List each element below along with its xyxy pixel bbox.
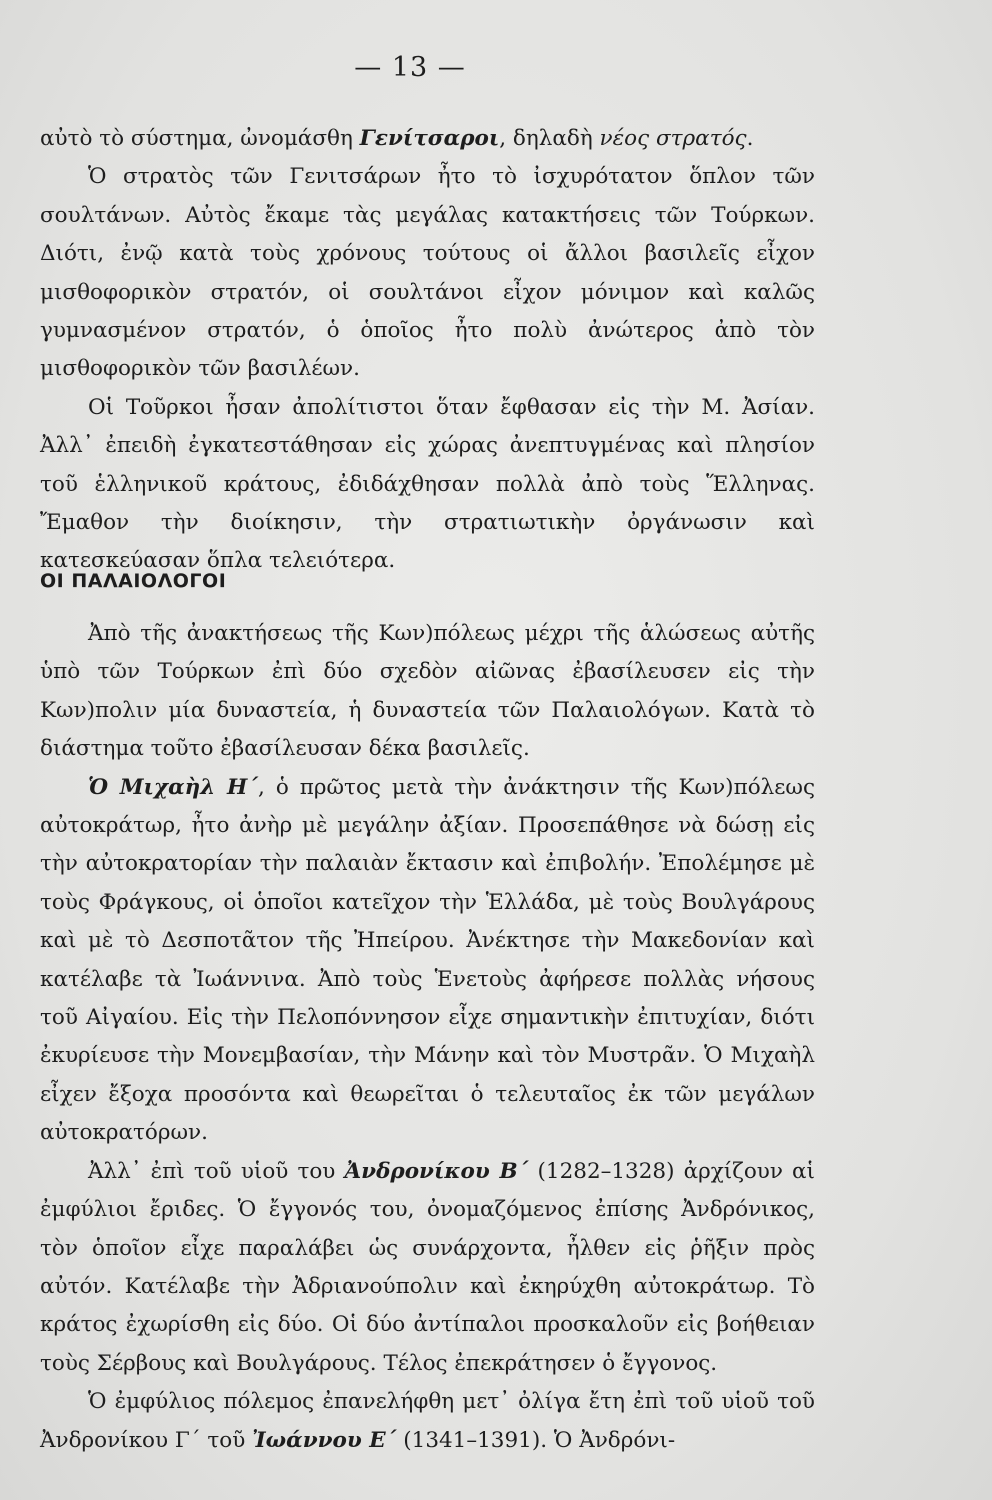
- intro-text: [40, 120, 815, 581]
- paragraph-janissaries-name: [40, 120, 815, 158]
- paragraph-janissary-army: Ὁ στρατὸς τῶν Γενιτσάρων ἦτο τὸ ἰσχυρότατον ὅπλον τῶν σουλτάνων. Αὐτὸς ἔκαμε τὰς μεγάλας κατακτήσεις τῶν Τούρκων. Διότι, ἐνῷ κατὰ τοὺς χρόνους τούτους οἱ ἄλλοι βασιλεῖς εἶχον μισθοφορικὸν στρατόν, οἱ σουλτάνοι εἶχον μόνιμον καὶ καλῶς γυμνασμένον στρατόν, ὁ ὁποῖος ἦτο πολὺ ἀνώτερος ἀπὸ τὸν μισθοφορικὸν τῶν βασιλέων.: [40, 164, 815, 382]
- italic-gloss: νέος στρατός: [599, 126, 747, 151]
- paragraph-john-v: [40, 1383, 815, 1460]
- paragraph-turks-civilization: Οἱ Τοῦρκοι ἦσαν ἀπολίτιστοι ὅταν ἔφθασαν εἰς τὴν Μ. Ἀσίαν. Ἀλλ᾿ ἐπειδὴ ἐγκατεστάθησαν εἰς χώρας ἀνεπτυγμένας καὶ πλησίον τοῦ ἑλληνικοῦ κράτους, ἐδιδάχθησαν πολλὰ ἀπὸ τοὺς Ἕλληνας. Ἔμαθον τὴν διοίκησιν, τὴν στρατιωτικὴν ὀργάνωσιν καὶ κατεσκεύασαν ὅπλα τελειότερα.: [40, 394, 815, 574]
- text-run: , ὁ πρῶτος μετὰ τὴν ἀνάκτησιν τῆς Κων)πόλεως αὐτοκράτωρ, ἦτο ἀνὴρ μὲ μεγάλην ἀξίαν. Προσεπάθησε νὰ δώσῃ εἰς τὴν αὐτοκρατορίαν τὴν παλαιὰν ἔκτασιν καὶ ἐπιβολήν. Ἐπολέμησε μὲ τοὺς Φράγκους, οἱ ὁποῖοι κατεῖχον τὴν Ἑλλάδα, μὲ τοὺς Βουλγάρους καὶ μὲ τὸ Δεσποτᾶτον τῆς Ἠπείρου. Ἀνέκτησε τὴν Μακεδονίαν καὶ κατέλαβε τὰ Ἰωάννινα. Ἀπὸ τοὺς Ἑνετοὺς ἀφήρεσε πολλὰς νήσους τοῦ Αἰγαίου. Εἰς τὴν Πελοπόννησον εἶχε σημαντικὴν ἐπιτυχίαν, διότι ἐκυρίευσε τὴν Μονεμβασίαν, τὴν Μάνην καὶ τὸν Μυστρᾶν. Ὁ Μιχαὴλ εἶχεν ἔξοχα προσόντα καὶ θεωρεῖται ὁ τελευταῖος ἐκ τῶν μεγάλων αὐτοκρατόρων.: [40, 774, 815, 1146]
- text-run: αὐτὸ τὸ σύστημα, ὠνομάσθη: [40, 126, 360, 151]
- emphasis-name: Ὁ Μιχαὴλ Η΄: [88, 774, 259, 800]
- emphasis-name: Ἰωάννου Ε΄: [252, 1427, 397, 1453]
- section-heading: ΟΙ ΠΑΛΑΙΟΛΟΓΟΙ: [40, 570, 227, 592]
- text-run: .: [746, 126, 754, 151]
- text-run: (1282–1328) ἀρχίζουν αἱ ἐμφύλιοι ἔριδες. Ὁ ἔγγονός του, ὀνομαζόμενος ἐπίσης Ἀνδρόνικος, τὸν ὁποῖον εἶχε παραλάβει ὡς συνάρχοντα, ἦλθεν εἰς ῥῆξιν πρὸς αὐτόν. Κατέλαβε τὴν Ἀδριανούπολιν καὶ ἐκηρύχθη αὐτοκράτωρ. Τὸ κράτος ἐχωρίσθη εἰς δύο. Οἱ δύο ἀντίπαλοι προσκαλοῦν εἰς βοήθειαν τοὺς Σέρβους καὶ Βουλγάρους. Τέλος ἐπεκράτησεν ὁ ἔγγονος.: [40, 1158, 815, 1376]
- emphasis-term: Γενίτσαροι: [359, 126, 500, 151]
- paragraph-palaiologos-dynasty: Ἀπὸ τῆς ἀνακτήσεως τῆς Κων)πόλεως μέχρι τῆς ἁλώσεως αὐτῆς ὑπὸ τῶν Τούρκων ἐπὶ δύο σχεδὸν αἰῶνας ἐβασίλευσεν εἰς τὴν Κων)πολιν μία δυναστεία, ἡ δυναστεία τῶν Παλαιολόγων. Κατὰ τὸ διάστημα τοῦτο ἐβασίλευσαν δέκα βασιλεῖς.: [40, 621, 815, 762]
- page-number: — 13 —: [354, 52, 466, 83]
- paragraph-andronikos-ii: [40, 1153, 815, 1383]
- text-run: Ἀλλ᾿ ἐπὶ τοῦ υἱοῦ του: [88, 1158, 345, 1184]
- paragraph-michael-viii: [40, 769, 815, 1153]
- text-run: Ὁ ἐμφύλιος πόλεμος ἐπανελήφθη μετ᾿ ὀλίγα ἔτη ἐπὶ τοῦ υἱοῦ τοῦ Ἀνδρονίκου Γ΄ τοῦ: [40, 1389, 815, 1453]
- section-text: [40, 615, 815, 1460]
- text-run: , δηλαδὴ: [499, 126, 600, 151]
- text-run: (1341–1391). Ὁ Ἀνδρόνι-: [396, 1427, 676, 1453]
- emphasis-name: Ἀνδρονίκου Β΄: [344, 1158, 529, 1184]
